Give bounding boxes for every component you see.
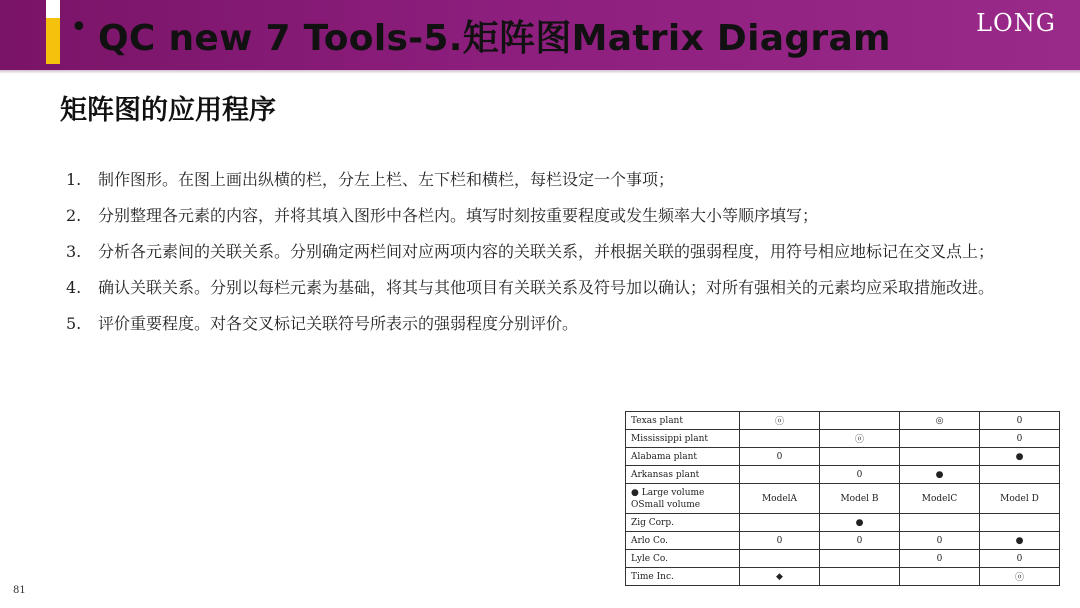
table-row (626, 448, 1060, 466)
table-row (626, 412, 1060, 430)
header-band (0, 0, 1080, 70)
matrix-cell: 0 (740, 448, 820, 466)
step-number: 3. (66, 242, 82, 261)
matrix-cell: ◆ (740, 568, 820, 586)
matrix-cell: 0 (900, 550, 980, 568)
matrix-cell: 0 (980, 430, 1060, 448)
section-title: 矩阵图的应用程序 (60, 95, 276, 126)
table-row (626, 466, 1060, 484)
row-label: Zig Corp. (626, 514, 740, 532)
matrix-cell: ● (980, 448, 1060, 466)
step-number: 4. (66, 278, 82, 297)
list-item (66, 240, 1026, 264)
table-row (626, 430, 1060, 448)
matrix-cell (900, 430, 980, 448)
legend-small-volume: OSmall volume (631, 499, 701, 510)
matrix-cell: ◎ (900, 412, 980, 430)
page-number: 81 (13, 585, 26, 596)
column-header: Model D (980, 484, 1060, 514)
matrix-cell (740, 550, 820, 568)
matrix-cell: 0 (820, 532, 900, 550)
legend-cell (626, 484, 740, 514)
matrix-cell (900, 568, 980, 586)
table-row (626, 550, 1060, 568)
row-label: Arlo Co. (626, 532, 740, 550)
slide-title: QC new 7 Tools-5.矩阵图Matrix Diagram (98, 18, 891, 59)
table-row (626, 514, 1060, 532)
list-item (66, 168, 1026, 192)
matrix-cell: ● (980, 532, 1060, 550)
matrix-cell (900, 448, 980, 466)
step-text: 确认关联关系。分别以每栏元素为基础，将其与其他项目有关联关系及符号加以确认；对所有强相关的元素均应采取措施改进。 (98, 278, 995, 297)
step-text: 制作图形。在图上画出纵横的栏，分左上栏、左下栏和横栏，每栏设定一个事项； (98, 170, 675, 189)
row-label: Lyle Co. (626, 550, 740, 568)
matrix-cell (900, 514, 980, 532)
header-yellow-bar (46, 18, 60, 64)
legend-large-volume: ● Large volume (631, 487, 705, 498)
matrix-cell: 0 (980, 412, 1060, 430)
matrix-cell (980, 466, 1060, 484)
row-label: Texas plant (626, 412, 740, 430)
matrix-cell: 0 (900, 532, 980, 550)
matrix-cell: ⓞ (980, 568, 1060, 586)
matrix-cell (820, 412, 900, 430)
list-item (66, 204, 1026, 228)
step-text: 评价重要程度。对各交叉标记关联符号所表示的强弱程度分别评价。 (98, 314, 579, 333)
matrix-cell: ● (900, 466, 980, 484)
table-row (626, 532, 1060, 550)
matrix-cell (740, 514, 820, 532)
step-text: 分析各元素间的关联关系。分别确定两栏间对应两项内容的关联关系，并根据关联的强弱程度，用符号相应地标记在交叉点上； (98, 242, 995, 261)
row-label: Arkansas plant (626, 466, 740, 484)
list-item (66, 276, 1026, 300)
column-header: Model B (820, 484, 900, 514)
table-header-row (626, 484, 1060, 514)
row-label: Time Inc. (626, 568, 740, 586)
matrix-diagram-table (625, 411, 1060, 586)
matrix-cell: ⓞ (740, 412, 820, 430)
header-bullet: • (70, 10, 88, 45)
matrix-cell (820, 568, 900, 586)
row-label: Alabama plant (626, 448, 740, 466)
header-shadow (0, 70, 1080, 74)
step-number: 5. (66, 314, 82, 333)
matrix-cell: ⓞ (820, 430, 900, 448)
step-number: 2. (66, 206, 82, 225)
column-header: ModelC (900, 484, 980, 514)
matrix-cell (820, 550, 900, 568)
column-header: ModelA (740, 484, 820, 514)
matrix-cell: 0 (740, 532, 820, 550)
matrix-cell (980, 514, 1060, 532)
steps-list (66, 168, 1026, 348)
table-row (626, 568, 1060, 586)
logo-text: LONG (976, 9, 1056, 37)
matrix-cell: 0 (820, 466, 900, 484)
step-number: 1. (66, 170, 82, 189)
matrix-cell (820, 448, 900, 466)
matrix-cell: ● (820, 514, 900, 532)
row-label: Mississippi plant (626, 430, 740, 448)
company-logo (970, 10, 1062, 36)
matrix-cell (740, 466, 820, 484)
step-text: 分别整理各元素的内容，并将其填入图形中各栏内。填写时刻按重要程度或发生频率大小等顺序填写； (98, 206, 819, 225)
matrix-cell (740, 430, 820, 448)
matrix-cell: 0 (980, 550, 1060, 568)
list-item (66, 312, 1026, 336)
